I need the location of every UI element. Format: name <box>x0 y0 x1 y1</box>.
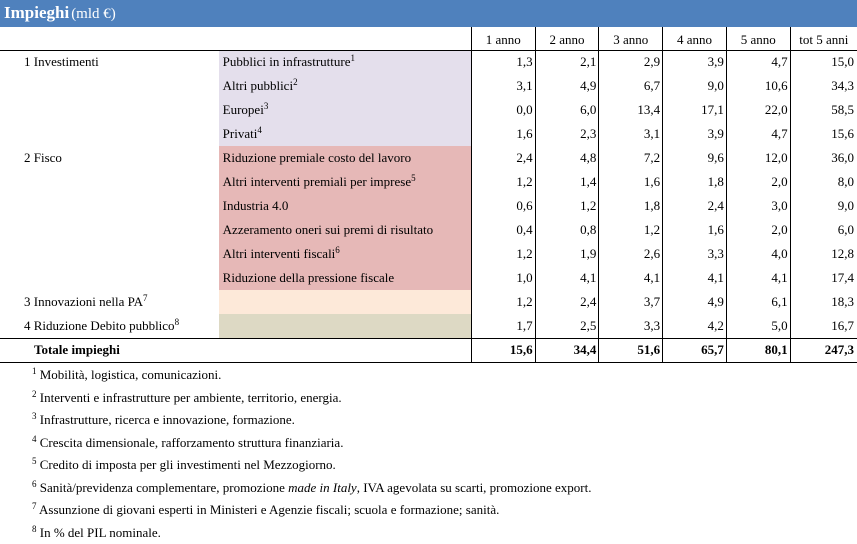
total-cell: 17,4 <box>790 266 857 290</box>
value-cell: 1,8 <box>599 194 663 218</box>
value-cell: 4,1 <box>535 266 599 290</box>
table-row <box>0 242 857 266</box>
row-label: Industria 4.0 <box>219 194 472 218</box>
total-value: 15,6 <box>471 338 535 362</box>
category-label: 2 Fisco <box>0 146 219 170</box>
row-label: Altri interventi premiali per imprese$^5$ <box>219 170 472 194</box>
value-cell: 4,1 <box>726 266 790 290</box>
total-cell: 16,7 <box>790 314 857 338</box>
value-cell: 13,4 <box>599 98 663 122</box>
row-label: Altri pubblici$^2$ <box>219 74 472 98</box>
total-value: 247,3 <box>790 338 857 362</box>
value-cell: 9,0 <box>663 74 727 98</box>
value-cell: 4,1 <box>663 266 727 290</box>
total-value: 65,7 <box>663 338 727 362</box>
footnotes <box>32 364 591 544</box>
value-cell: 6,7 <box>599 74 663 98</box>
footnote: $^4$ Crescita dimensionale, rafforzamento struttura finanziaria. <box>32 432 591 455</box>
total-cell: 15,0 <box>790 50 857 74</box>
table-unit: (mld €) <box>71 6 116 22</box>
total-label: Totale impieghi <box>0 338 219 362</box>
footnote: $^7$ Assunzione di giovani esperti in Ministeri e Agenzie fiscali; scuola e formazione; sanità. <box>32 499 591 522</box>
value-cell: 3,3 <box>599 314 663 338</box>
value-cell: 3,0 <box>726 194 790 218</box>
footnote: $^1$ Mobilità, logistica, comunicazioni. <box>32 364 591 387</box>
col-header: 2 anno <box>535 27 599 50</box>
value-cell: 17,1 <box>663 98 727 122</box>
col-header: 4 anno <box>663 27 727 50</box>
value-cell: 3,9 <box>663 122 727 146</box>
value-cell: 3,1 <box>471 74 535 98</box>
value-cell: 2,5 <box>535 314 599 338</box>
table-row <box>0 218 857 242</box>
value-cell: 4,9 <box>663 290 727 314</box>
value-cell: 1,3 <box>471 50 535 74</box>
col-header: 1 anno <box>471 27 535 50</box>
value-cell: 0,4 <box>471 218 535 242</box>
value-cell: 2,3 <box>535 122 599 146</box>
table-title-bar <box>0 0 857 27</box>
row-label: Azzeramento oneri sui premi di risultato <box>219 218 472 242</box>
value-cell: 1,2 <box>599 218 663 242</box>
value-cell: 3,9 <box>663 50 727 74</box>
value-cell: 1,2 <box>535 194 599 218</box>
value-cell: 6,0 <box>535 98 599 122</box>
total-cell: 15,6 <box>790 122 857 146</box>
value-cell: 1,7 <box>471 314 535 338</box>
header-row <box>0 27 857 50</box>
table-row <box>0 314 857 338</box>
value-cell: 4,1 <box>599 266 663 290</box>
value-cell: 0,6 <box>471 194 535 218</box>
value-cell: 0,8 <box>535 218 599 242</box>
total-cell: 6,0 <box>790 218 857 242</box>
value-cell: 7,2 <box>599 146 663 170</box>
col-header: 5 anno <box>726 27 790 50</box>
value-cell: 0,0 <box>471 98 535 122</box>
value-cell: 4,7 <box>726 50 790 74</box>
row-label <box>219 290 472 314</box>
value-cell: 4,0 <box>726 242 790 266</box>
value-cell: 4,7 <box>726 122 790 146</box>
value-cell: 2,6 <box>599 242 663 266</box>
value-cell: 1,2 <box>471 242 535 266</box>
category-label: 3 Innovazioni nella $PA^7$ <box>0 290 219 314</box>
value-cell: 3,3 <box>663 242 727 266</box>
impieghi-table <box>0 27 857 363</box>
value-cell: 1,8 <box>663 170 727 194</box>
total-cell: 36,0 <box>790 146 857 170</box>
value-cell: 2,4 <box>535 290 599 314</box>
total-value: 51,6 <box>599 338 663 362</box>
row-label: Pubblici in infrastrutture$^1$ <box>219 50 472 74</box>
value-cell: 1,6 <box>663 218 727 242</box>
footnote: $^2$ Interventi e infrastrutture per ambiente, territorio, energia. <box>32 387 591 410</box>
value-cell: 9,6 <box>663 146 727 170</box>
footnote: $^8$ In % del PIL nominale. <box>32 522 591 544</box>
value-cell: 1,2 <box>471 290 535 314</box>
total-cell: 18,3 <box>790 290 857 314</box>
table-row <box>0 290 857 314</box>
value-cell: 2,0 <box>726 170 790 194</box>
col-header: 3 anno <box>599 27 663 50</box>
col-header: tot 5 anni <box>790 27 857 50</box>
value-cell: 2,4 <box>471 146 535 170</box>
row-label <box>219 314 472 338</box>
value-cell: 12,0 <box>726 146 790 170</box>
total-cell: 12,8 <box>790 242 857 266</box>
value-cell: 1,0 <box>471 266 535 290</box>
value-cell: 1,2 <box>471 170 535 194</box>
footnote: $^3$ Infrastrutture, ricerca e innovazione, formazione. <box>32 409 591 432</box>
footnote: $^5$ Credito di imposta per gli investimenti nel Mezzogiorno. <box>32 454 591 477</box>
value-cell: 1,6 <box>599 170 663 194</box>
table-title: Impieghi (mld €) <box>4 3 116 23</box>
value-cell: 2,4 <box>663 194 727 218</box>
footnote: $^6$ Sanità/previdenza complementare, promozione made in Italy, IVA agevolata su scarti, promozione export. <box>32 477 591 500</box>
total-value: 34,4 <box>535 338 599 362</box>
row-label: Privati$^4$ <box>219 122 472 146</box>
value-cell: 22,0 <box>726 98 790 122</box>
value-cell: 3,7 <box>599 290 663 314</box>
row-label: Altri interventi fiscali$^6$ <box>219 242 472 266</box>
table-row <box>0 50 857 74</box>
total-cell: 8,0 <box>790 170 857 194</box>
value-cell: 6,1 <box>726 290 790 314</box>
value-cell: 4,9 <box>535 74 599 98</box>
total-row <box>0 338 857 362</box>
value-cell: 2,0 <box>726 218 790 242</box>
category-label: 1 Investimenti <box>0 50 219 74</box>
value-cell: 2,1 <box>535 50 599 74</box>
category-label: 4 Riduzione Debito pubblico$^8$ <box>0 314 219 338</box>
value-cell: 3,1 <box>599 122 663 146</box>
row-label: Europei$^3$ <box>219 98 472 122</box>
total-cell: 34,3 <box>790 74 857 98</box>
value-cell: 1,9 <box>535 242 599 266</box>
value-cell: 4,2 <box>663 314 727 338</box>
table-row <box>0 146 857 170</box>
total-cell: 58,5 <box>790 98 857 122</box>
table-row <box>0 266 857 290</box>
value-cell: 10,6 <box>726 74 790 98</box>
row-label: Riduzione premiale costo del lavoro <box>219 146 472 170</box>
row-label: Riduzione della pressione fiscale <box>219 266 472 290</box>
value-cell: 1,6 <box>471 122 535 146</box>
value-cell: 5,0 <box>726 314 790 338</box>
total-cell: 9,0 <box>790 194 857 218</box>
table-row <box>0 170 857 194</box>
value-cell: 4,8 <box>535 146 599 170</box>
table-row <box>0 74 857 98</box>
table-row <box>0 194 857 218</box>
value-cell: 1,4 <box>535 170 599 194</box>
table-row <box>0 122 857 146</box>
total-value: 80,1 <box>726 338 790 362</box>
value-cell: 2,9 <box>599 50 663 74</box>
table-row <box>0 98 857 122</box>
